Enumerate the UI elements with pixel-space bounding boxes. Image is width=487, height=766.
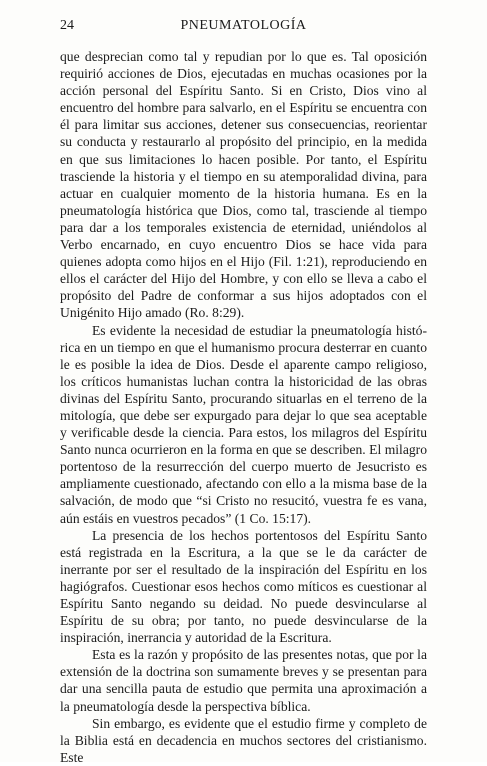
paragraph-2: Es evidente la necesidad de estudiar la pneumatología histórica en un tiempo en que el humanismo procura desterrar en cuanto le es posible la idea de Dios. Desde el aparente campo religioso, los críticos humanistas luchan contra la historicidad de las obras divinas del Espíritu Santo, procurando situarlas en el terreno de la mitología, que debe ser expurgado para dejar lo que sea aceptable y verificable desde la ciencia. Para estos, los milagros del Espíritu Santo nunca ocurrieron en la forma en que se describen. El milagro portentoso de la resurrección del cuerpo muerto de Jesucristo es ampliamente cuestionado, afectando con ello a la misma base de la salvación, de modo que “si Cristo no resucitó, vuestra fe es vana, aún estáis en vuestros pecados” (1 Co. 15:17). (60, 322, 427, 526)
page-header (60, 16, 427, 36)
paragraph-3: La presencia de los hechos portentosos del Espíritu Santo está registrada en la Escritura, a la que se le da carácter de inerrante por ser el resultado de la inspiración del Espíritu en los hagiógrafos. Cuestionar esos hechos como míticos es cuestionar al Espíritu Santo negando su deidad. No puede desvincularse al Espíritu de su obra; por tanto, no puede desvincularse de la inspiración, inerrancia y autoridad de la Escritura. (60, 527, 427, 646)
paragraph-4: Esta es la razón y propósito de las presentes notas, que por la extensión de la doctrina son sumamente breves y se presentan para dar una sencilla pauta de estudio que permita una aproximación a la pneumatología desde la perspectiva bíblica. (60, 647, 427, 714)
running-title: PNEUMATOLOGÍA (180, 18, 307, 33)
body-text (60, 48, 427, 766)
page-number: 24 (60, 18, 74, 33)
paragraph-1: que desprecian como tal y repudian por lo que es. Tal oposición requirió acciones de Dios, ejecutadas en muchas ocasiones por la acción personal del Espíritu Santo. Si en Cristo, Dios vino al encuentro del hombre para salvarlo, en el Espíritu se encuentra con él para limitar sus acciones, detener sus consecuencias, reorientar su conducta y restaurarlo al propósito del principio, en la medida en que sus limitaciones lo hacen posible. Por tanto, el Espíritu trasciende la historia y el tiempo en su atemporalidad divina, para actuar en cualquier momento de la historia humana. Es en la pneumatología histórica que Dios, como tal, trasciende al tiempo para dar a los temporales existencia de eternidad, uniéndolos al Verbo encarnado, en cuyo encuentro Dios se hace vida para quienes adopta como hijos en el Hijo (Fil. 1:21), reproduciendo en ellos el carácter del Hijo del Hombre, y con ello se lleva a cabo el propósito del Padre de conformar a sus hijos adoptados con el Unigénito Hijo amado (Ro. 8:29). (60, 49, 427, 321)
paragraph-5: Sin embargo, es evidente que el estudio firme y completo de la Biblia está en decadencia en muchos sectores del cristianismo. Este (60, 715, 427, 765)
